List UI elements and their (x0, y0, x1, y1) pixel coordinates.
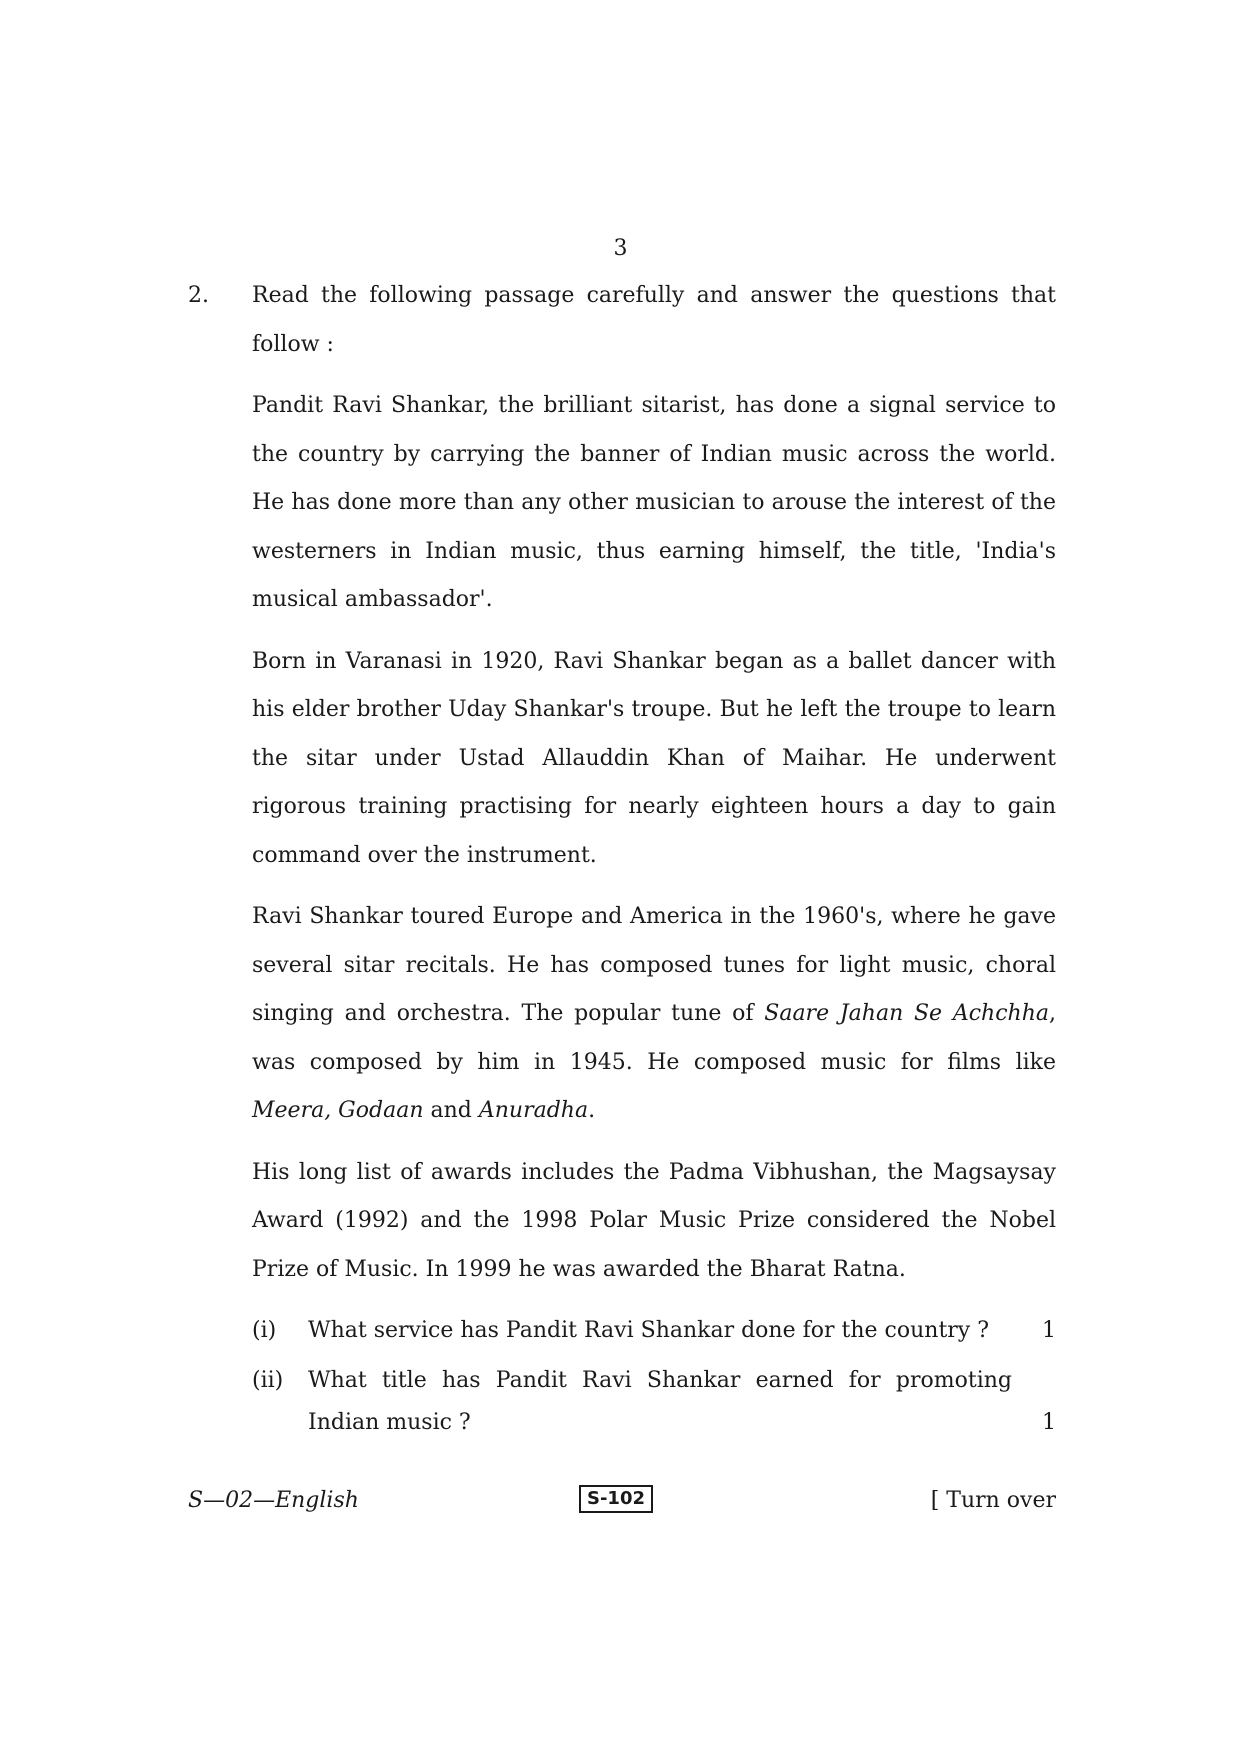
passage-paragraph-2: Born in Varanasi in 1920, Ravi Shankar began as a ballet dancer with his elder brother Uday Shankar's troupe. But he left the troupe to learn the sitar under Ustad Allauddin Khan of Maihar. He underwent rigorous training practising for nearly eighteen hours a day to gain command over the instrument. (252, 648, 1056, 868)
passage-paragraph-1: Pandit Ravi Shankar, the brilliant sitarist, has done a signal service to the country by carrying the banner of Indian music across the world. He has done more than any other musician to arouse the interest of the westerners in Indian music, thus earning himself, the title, 'India's musical ambassador'. (252, 393, 1056, 612)
sub-question-marks: 1 (1042, 1410, 1056, 1435)
sub-question-text: What title has Pandit Ravi Shankar earned for promoting Indian music ? (308, 1368, 1012, 1435)
footer-paper-code: S-102 (579, 1485, 653, 1513)
sub-question-marks: 1 (1042, 1318, 1056, 1343)
question-body (252, 272, 1056, 1444)
passage-paragraph-3 (252, 893, 1056, 1136)
passage-text: . (588, 1098, 596, 1123)
passage-text: and (423, 1098, 479, 1123)
question-2 (188, 272, 1056, 1452)
page-footer (188, 1488, 1056, 1524)
question-instruction: Read the following passage carefully and answer the questions that follow : (252, 283, 1056, 357)
sub-question-label: (i) (252, 1318, 277, 1343)
film-title: Anuradha (478, 1098, 589, 1123)
sub-question-label: (ii) (252, 1368, 284, 1393)
question-number: 2. (188, 283, 209, 308)
sub-question-list (252, 1310, 1056, 1444)
passage-text: Ravi Shankar toured Europe and America in the 1960's, where he gave several sitar recitals. He has composed tunes for light music, choral singing and orchestra. The popular tune of (252, 904, 1056, 1026)
song-title: Saare Jahan Se Achchha (764, 1001, 1049, 1026)
sub-question (252, 1310, 1056, 1352)
passage-text: , was composed by him in 1945. He composed music for films like (252, 1001, 1056, 1075)
page-number: 3 (613, 236, 628, 261)
footer-subject: S—02—English (188, 1488, 359, 1513)
film-titles: Meera, Godaan (252, 1098, 424, 1123)
footer-turn-over: [ Turn over (930, 1488, 1056, 1513)
sub-question-text: What service has Pandit Ravi Shankar done for the country ? (308, 1318, 990, 1343)
sub-question (252, 1360, 1056, 1444)
passage-paragraph-4: His long list of awards includes the Padma Vibhushan, the Magsaysay Award (1992) and the 1998 Polar Music Prize considered the Nobel Prize of Music. In 1999 he was awarded the Bharat Ratna. (252, 1159, 1056, 1282)
